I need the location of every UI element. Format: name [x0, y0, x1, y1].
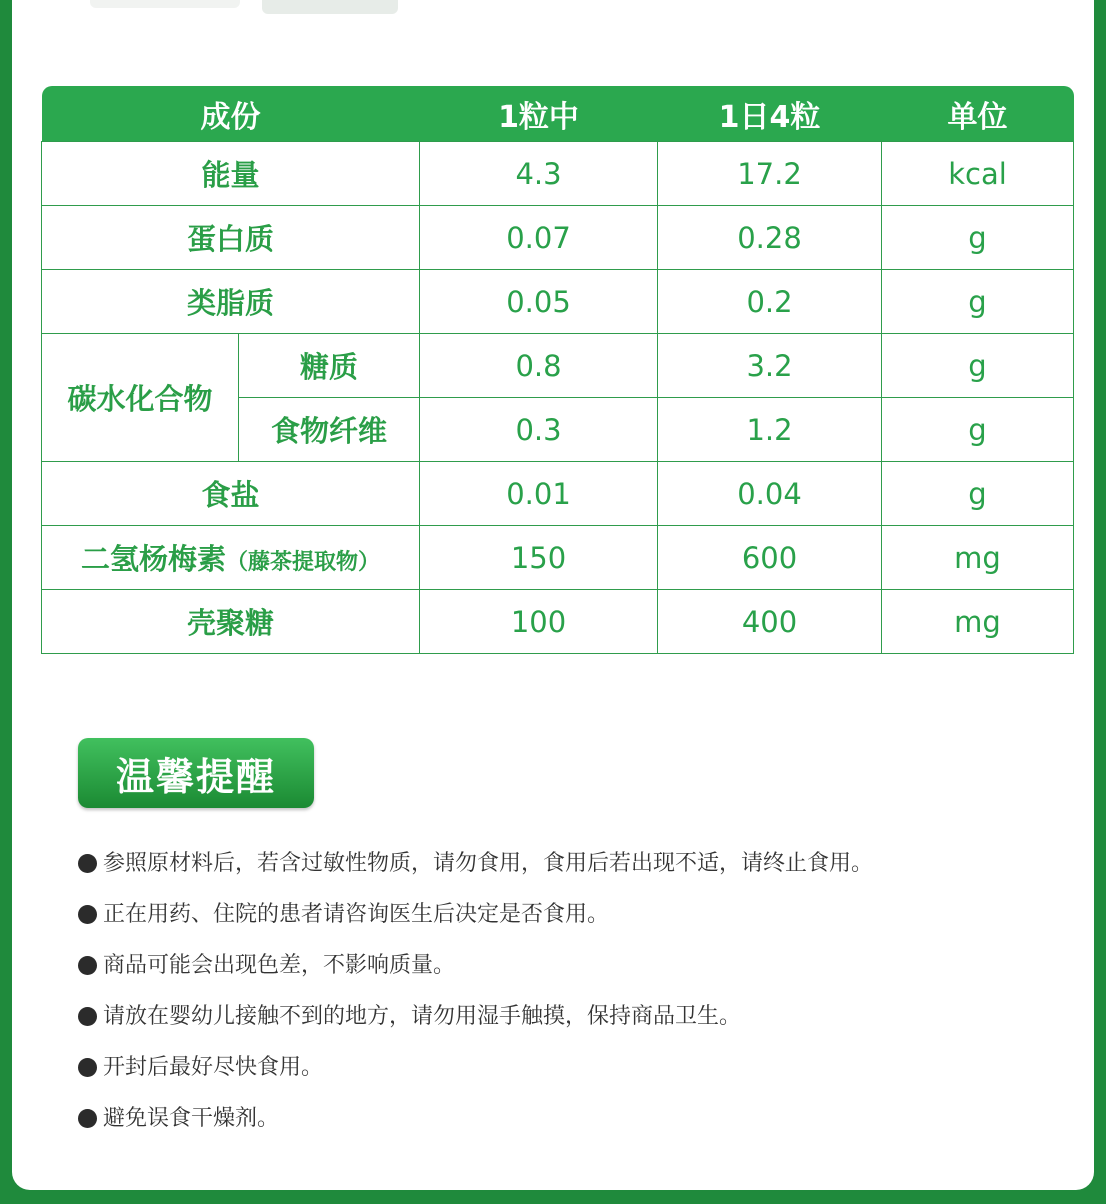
row-per-day: 17.2 [658, 142, 882, 206]
row-name: 壳聚糖 [42, 590, 420, 654]
header-per-capsule: 1粒中 [420, 86, 658, 142]
row-unit: g [882, 206, 1074, 270]
row-name: 糖质 [239, 334, 420, 398]
row-name: 类脂质 [42, 270, 420, 334]
top-tab-decoration [262, 0, 398, 14]
row-unit: kcal [882, 142, 1074, 206]
row-per-day: 1.2 [658, 398, 882, 462]
row-per-capsule: 0.8 [420, 334, 658, 398]
row-name-note: （藤茶提取物） [226, 550, 381, 575]
row-name: 食物纤维 [239, 398, 420, 462]
row-per-capsule: 0.07 [420, 206, 658, 270]
bullet-icon [78, 956, 97, 975]
bullet-icon [78, 1058, 97, 1077]
row-unit: g [882, 398, 1074, 462]
nutrition-table [41, 86, 1074, 654]
row-unit: g [882, 334, 1074, 398]
row-name: 蛋白质 [42, 206, 420, 270]
header-unit: 单位 [882, 86, 1074, 142]
top-decoration [90, 0, 240, 8]
table-row [42, 334, 1074, 398]
row-per-capsule: 0.05 [420, 270, 658, 334]
bullet-icon [78, 1109, 97, 1128]
row-name: 能量 [42, 142, 420, 206]
list-item [78, 1093, 1078, 1144]
row-unit: mg [882, 526, 1074, 590]
list-item [78, 991, 1078, 1042]
header-ingredient: 成份 [42, 86, 420, 142]
list-item-text: 商品可能会出现色差，不影响质量。 [103, 952, 456, 978]
row-per-capsule: 0.01 [420, 462, 658, 526]
table-row [42, 590, 1074, 654]
row-per-capsule: 100 [420, 590, 658, 654]
list-item-text: 请放在婴幼儿接触不到的地方，请勿用湿手触摸，保持商品卫生。 [103, 1003, 742, 1029]
table-row [42, 206, 1074, 270]
list-item [78, 889, 1078, 940]
list-item [78, 838, 1078, 889]
row-name-cell [42, 526, 420, 590]
bullet-icon [78, 1007, 97, 1026]
row-per-day: 0.28 [658, 206, 882, 270]
table-row [42, 462, 1074, 526]
header-per-day: 1日4粒 [658, 86, 882, 142]
reminder-list [78, 838, 1078, 1144]
row-per-capsule: 4.3 [420, 142, 658, 206]
row-name: 食盐 [42, 462, 420, 526]
row-per-capsule: 0.3 [420, 398, 658, 462]
list-item-text: 开封后最好尽快食用。 [103, 1054, 324, 1080]
row-per-day: 600 [658, 526, 882, 590]
row-unit: mg [882, 590, 1074, 654]
row-group-carbohydrate: 碳水化合物 [42, 334, 239, 462]
row-per-day: 0.04 [658, 462, 882, 526]
list-item-text: 参照原材料后，若含过敏性物质，请勿食用，食用后若出现不适，请终止食用。 [103, 850, 874, 876]
list-item [78, 940, 1078, 991]
row-per-day: 3.2 [658, 334, 882, 398]
row-name: 二氢杨梅素 [80, 542, 226, 576]
table-row [42, 270, 1074, 334]
row-unit: g [882, 462, 1074, 526]
row-per-day: 400 [658, 590, 882, 654]
reminder-title-badge: 温馨提醒 [78, 738, 314, 808]
row-unit: g [882, 270, 1074, 334]
table-row [42, 526, 1074, 590]
list-item [78, 1042, 1078, 1093]
table-header-row [42, 86, 1074, 142]
table-row [42, 142, 1074, 206]
bullet-icon [78, 854, 97, 873]
row-per-capsule: 150 [420, 526, 658, 590]
list-item-text: 正在用药、住院的患者请咨询医生后决定是否食用。 [103, 901, 610, 927]
list-item-text: 避免误食干燥剂。 [103, 1105, 280, 1131]
bullet-icon [78, 905, 97, 924]
row-per-day: 0.2 [658, 270, 882, 334]
